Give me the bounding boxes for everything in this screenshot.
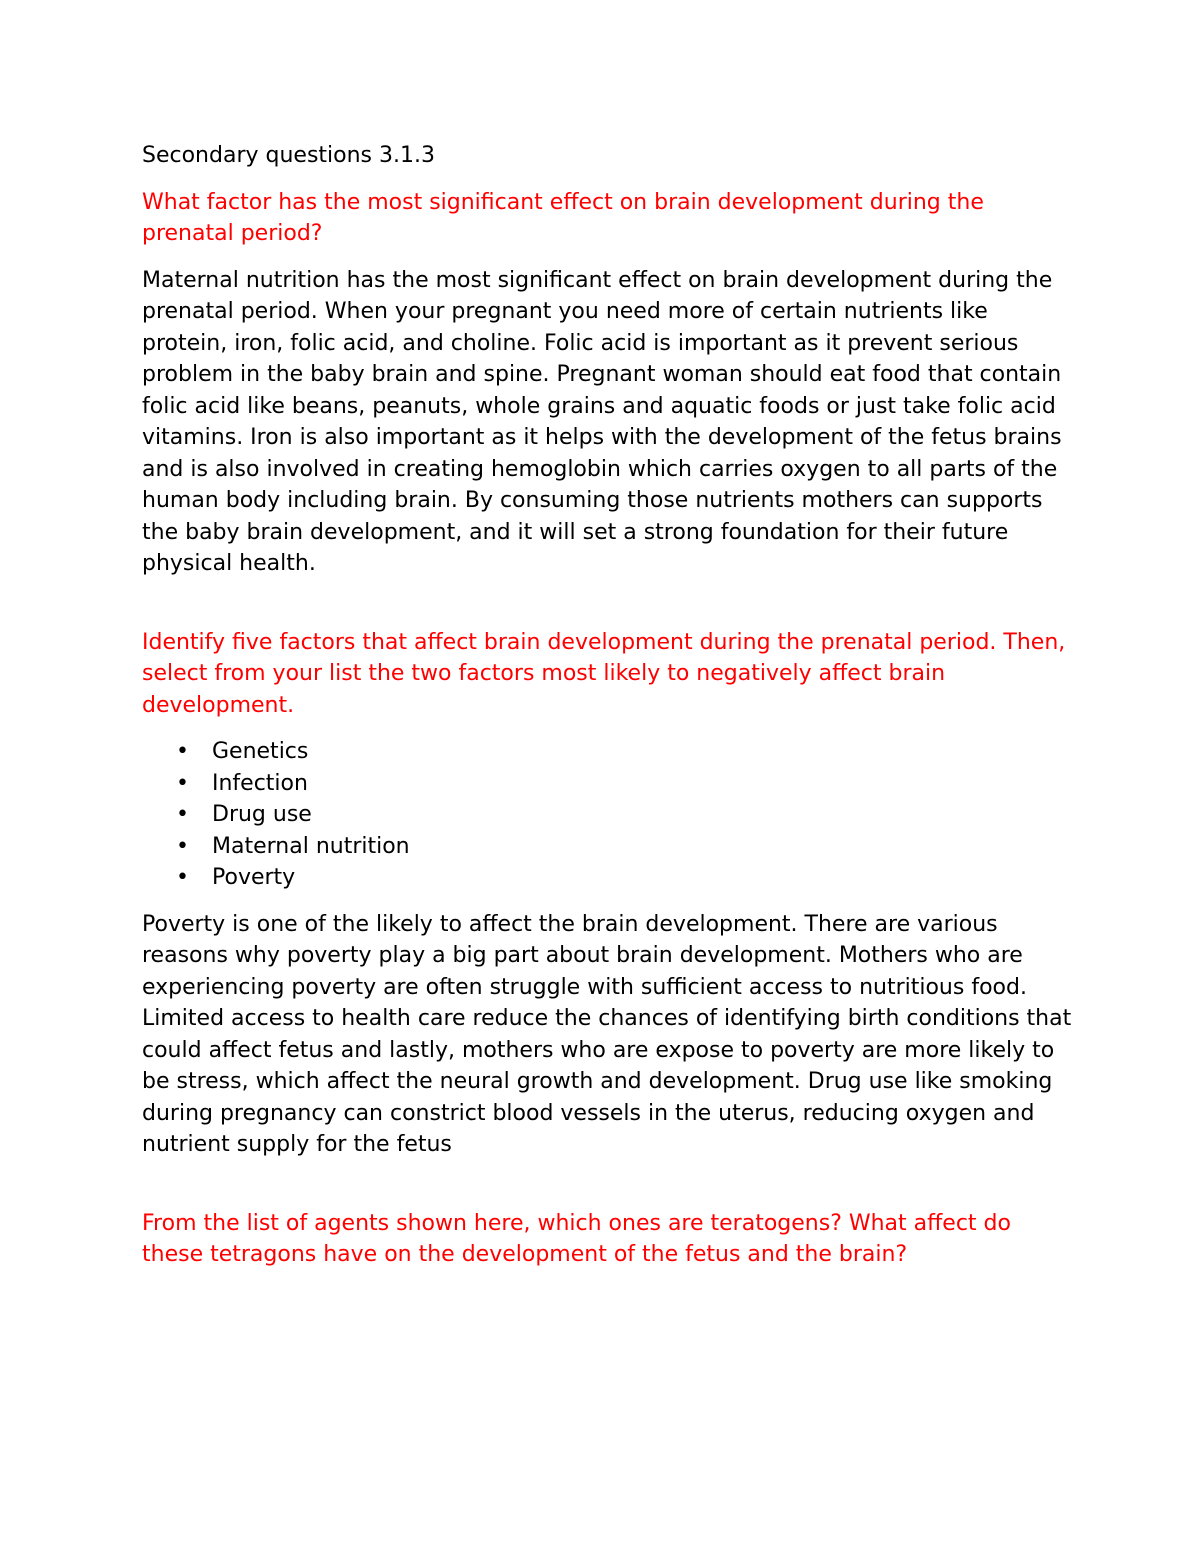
list-item-text: Maternal nutrition xyxy=(212,833,410,859)
document-heading: Secondary questions 3.1.3 xyxy=(142,143,435,168)
answer-2: Poverty is one of the likely to affect the brain development. There are various reasons why poverty play a big part about brain development. Mothers who are experiencing poverty are often struggle with sufficient access to nutritious food. Limited access to health care reduce the chances of identifying birth conditions that could affect fetus and lastly, mothers who are expose to poverty are more likely to be stress, which affect the neural growth and development. Drug use like smoking during pregnancy can constrict blood vessels in the uterus, reducing oxygen and nutrient supply for the fetus xyxy=(142,911,1072,1157)
question-1: What factor has the most significant effect on brain development during the prenatal period? xyxy=(142,189,984,246)
list-item xyxy=(142,831,1072,863)
factor-list xyxy=(142,736,1072,894)
bullet-icon: • xyxy=(176,770,189,796)
list-item-text: Genetics xyxy=(212,739,309,764)
list-item xyxy=(142,862,1072,894)
bullet-icon: • xyxy=(176,802,189,827)
paragraph-spacer xyxy=(142,1176,1072,1208)
list-item xyxy=(142,768,1072,800)
list-item xyxy=(142,799,1072,831)
bullet-icon: • xyxy=(176,739,189,764)
answer-1: Maternal nutrition has the most significant effect on brain development during the prenatal period. When your pregnant you need more of certain nutrients like protein, iron, folic acid, and choline. Folic acid is important as it prevent serious problem in the baby brain and spine. Pregnant woman should eat food that contain folic acid like beans, peanuts, whole grains and aquatic foods or just take folic acid vitamins. Iron is also important as it helps with the development of the fetus brains and is also involved in creating hemoglobin which carries oxygen to all parts of the human body including brain. By consuming those nutrients mothers can supports the baby brain development, and it will set a strong foundation for their future physical health. xyxy=(142,267,1062,576)
paragraph-spacer xyxy=(142,595,1072,627)
bullet-icon: • xyxy=(176,865,189,890)
document-page xyxy=(142,140,1072,1286)
bullet-icon: • xyxy=(176,833,189,859)
list-item-text: Drug use xyxy=(212,802,312,827)
question-3: From the list of agents shown here, which ones are teratogens? What affect do these tetragons have on the development of the fetus and the brain? xyxy=(142,1210,1011,1267)
list-item-text: Infection xyxy=(212,770,308,796)
list-item xyxy=(142,736,1072,768)
question-2: Identify five factors that affect brain development during the prenatal period. Then, select from your list the two factors most likely to negatively affect brain development. xyxy=(142,629,1066,718)
list-item-text: Poverty xyxy=(212,865,296,890)
